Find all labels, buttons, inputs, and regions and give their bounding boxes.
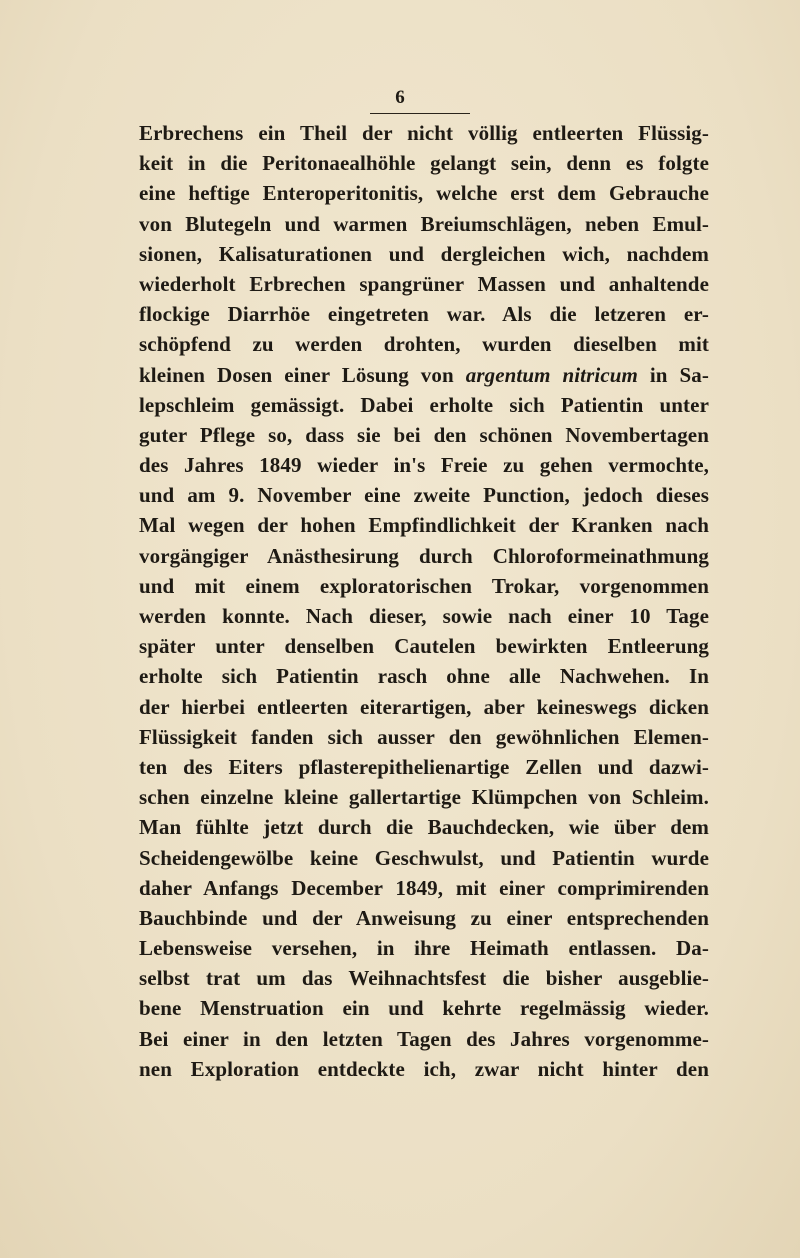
text-line-7: flockige Diarrhöe eingetreten war. Als die letzeren er- bbox=[139, 302, 709, 327]
text-line-31: Bei einer in den letzten Tagen des Jahres vorgenomme- bbox=[139, 1026, 709, 1051]
page-number: 6 bbox=[395, 87, 405, 108]
text-line-4: von Blutegeln und warmen Breiumschlägen, neben Emul- bbox=[139, 211, 709, 236]
text-line-13: und am 9. November eine zweite Punction, jedoch dieses bbox=[139, 483, 709, 508]
text-line-27: Bauchbinde und der Anweisung zu einer entsprechenden bbox=[139, 905, 709, 930]
italic-term: argentum nitricum bbox=[465, 362, 638, 387]
text-line-9 bbox=[139, 360, 709, 390]
text-line-15: vorgängiger Anästhesirung durch Chloroformeinathmung bbox=[139, 543, 709, 568]
text-line-30: bene Menstruation ein und kehrte regelmässig wieder. bbox=[139, 996, 709, 1021]
text-line-1: Erbrechens ein Theil der nicht völlig entleerten Flüssig- bbox=[139, 121, 709, 145]
text-line-26: daher Anfangs December 1849, mit einer comprimirenden bbox=[139, 875, 709, 900]
text-line-9-start: kleinen Dosen einer Lösung von bbox=[139, 362, 466, 387]
text-line-5: sionen, Kalisaturationen und dergleichen wich, nachdem bbox=[139, 241, 709, 266]
text-line-32: nen Exploration entdeckte ich, zwar nicht hinter den bbox=[139, 1056, 709, 1081]
text-line-12: des Jahres 1849 wieder in's Freie zu gehen vermochte, bbox=[139, 453, 709, 478]
text-line-18: später unter denselben Cautelen bewirkten Entleerung bbox=[139, 634, 709, 659]
page-number-rule bbox=[370, 113, 470, 114]
body-text bbox=[139, 118, 709, 1084]
text-line-9-end: in Sa- bbox=[637, 362, 709, 387]
text-line-22: ten des Eiters pflasterepithelienartige Zellen und dazwi- bbox=[139, 754, 709, 779]
text-line-14: Mal wegen der hohen Empfindlichkeit der Kranken nach bbox=[139, 513, 709, 538]
text-line-21: Flüssigkeit fanden sich ausser den gewöhnlichen Elemen- bbox=[139, 724, 709, 749]
text-line-17: werden konnte. Nach dieser, sowie nach einer 10 Tage bbox=[139, 604, 709, 628]
text-line-19: erholte sich Patientin rasch ohne alle Nachwehen. In bbox=[139, 664, 709, 689]
text-line-16: und mit einem exploratorischen Trokar, vorgenommen bbox=[139, 573, 709, 598]
text-line-23: schen einzelne kleine gallertartige Klümpchen von Schleim. bbox=[139, 785, 709, 810]
text-line-11: guter Pflege so, dass sie bei den schönen Novembertagen bbox=[139, 422, 709, 447]
text-line-25: Scheidengewölbe keine Geschwulst, und Patientin wurde bbox=[139, 845, 709, 870]
text-line-6: wiederholt Erbrechen spangrüner Massen und anhaltende bbox=[139, 271, 709, 296]
text-line-8: schöpfend zu werden drohten, wurden dieselben mit bbox=[139, 332, 709, 357]
text-line-20: der hierbei entleerten eiterartigen, aber keineswegs dicken bbox=[139, 694, 709, 719]
text-line-2: keit in die Peritonaealhöhle gelangt sein, denn es folgte bbox=[139, 151, 709, 176]
text-line-28: Lebensweise versehen, in ihre Heimath entlassen. Da- bbox=[139, 936, 709, 961]
text-line-3: eine heftige Enteroperitonitis, welche erst dem Gebrauche bbox=[139, 181, 709, 206]
text-line-29: selbst trat um das Weihnachtsfest die bisher ausgeblie- bbox=[139, 966, 709, 991]
text-line-24: Man fühlte jetzt durch die Bauchdecken, wie über dem bbox=[139, 815, 709, 840]
text-line-10: lepschleim gemässigt. Dabei erholte sich Patientin unter bbox=[139, 392, 709, 417]
